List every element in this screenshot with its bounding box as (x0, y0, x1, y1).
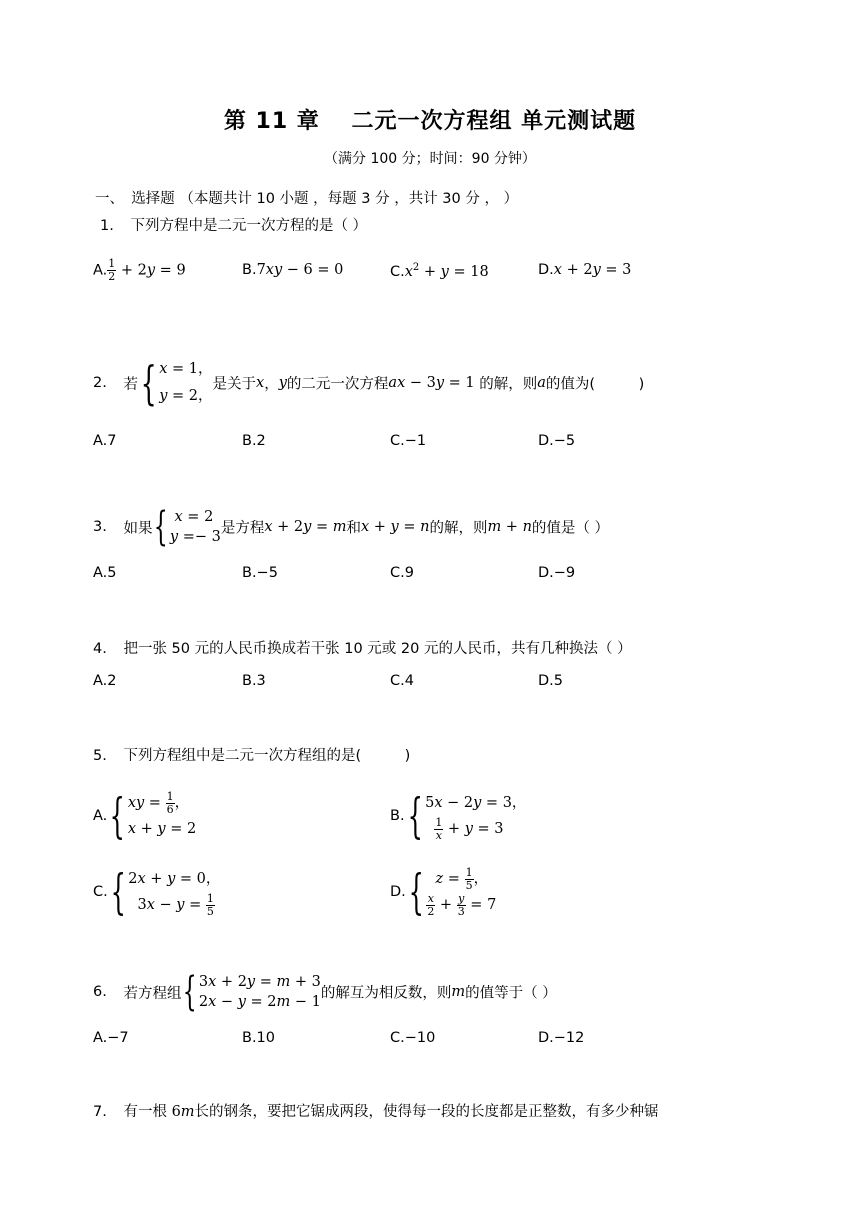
question-stem: 把一张 50 元的人民币换成若干张 10 元或 20 元的人民币，共有几种换法（ ） (123, 641, 632, 657)
question-stem: 下列方程组中是二元一次方程组的是( ) (123, 748, 411, 764)
option-d: D.−5 (538, 433, 576, 449)
option-d: D.x + 2y = 3 (538, 262, 632, 278)
question-number: 5. (93, 748, 107, 764)
question-number: 4. (93, 641, 107, 657)
question-number: 6. (93, 984, 107, 1000)
option-c: C.−10 (390, 1030, 436, 1046)
option-b: B.{ 5x − 2y = 3， $\frac{1}{x}$ + y = 3 (390, 788, 527, 844)
question-7: 7. 有一根 6m长的钢条，要把它锯成两段，使得每一段的长度都是正整数，有多少种锯 (93, 1104, 659, 1120)
question-stem: 下列方程中是二元一次方程的是（ ） (130, 218, 368, 234)
option-a: A. $\frac{1}{2}$ + 2y = 9 (93, 257, 186, 283)
option-b: B.−5 (242, 565, 278, 581)
question-4 (93, 637, 632, 658)
option-a: A.{ xy = $\frac{1}{6}$ ， x + y = 2 (93, 788, 197, 844)
page-title: 第 11 章 二元一次方程组 单元测试题 (223, 109, 637, 134)
option-d: D.5 (538, 673, 563, 689)
option-c: C.{ 2x + y = 0， 3x − y = $\frac{1}{5}$ (93, 864, 221, 920)
question-number: 2. (93, 375, 107, 391)
section-heading: 一、 选择题 （本题共计 10 小题 ，每题 3 分 ，共计 30 分 ， ） (95, 191, 519, 207)
option-b: B.10 (242, 1030, 276, 1046)
question-5 (93, 744, 410, 765)
option-b: B.2 (242, 433, 266, 449)
question-number: 3. (93, 519, 107, 535)
option-a: A.2 (93, 673, 117, 689)
option-d: D.−9 (538, 565, 576, 581)
option-a: A.7 (93, 433, 117, 449)
question-3: 3. 如果{ x = 2 y =− 3是方程x + 2y = m和x + y = n的解，则m + n的值是（ ） (93, 504, 610, 550)
option-b: B.7xy − 6 = 0 (242, 262, 344, 278)
option-d: D.{ z = $\frac{1}{5}$ ， $\frac{x}{2}$ + $\frac{y}{3}$ = 7 (390, 864, 497, 920)
question-2: 2. 若{ x = 1， y = 2，是关于x，y的二元一次方程ax − 3y = 1 的解，则a的值为( ) (93, 356, 645, 410)
option-c: C.9 (390, 565, 414, 581)
option-b: B.3 (242, 673, 266, 689)
question-1 (100, 214, 367, 235)
option-d: D.−12 (538, 1030, 585, 1046)
question-number: 1. (100, 218, 114, 234)
option-c: C.4 (390, 673, 414, 689)
option-a: A.−7 (93, 1030, 129, 1046)
option-c: C.−1 (390, 433, 427, 449)
question-6: 6. 若方程组{ 3x + 2y = m + 3 2x − y = 2m − 1的解互为相反数，则m的值等于（ ） (93, 969, 557, 1015)
page-subtitle: （满分 100 分；时间：90 分钟） (324, 151, 536, 167)
option-c: $C.x^2 + y = 18$ (390, 262, 489, 280)
question-number: 7. (93, 1104, 107, 1120)
option-a: A.5 (93, 565, 117, 581)
